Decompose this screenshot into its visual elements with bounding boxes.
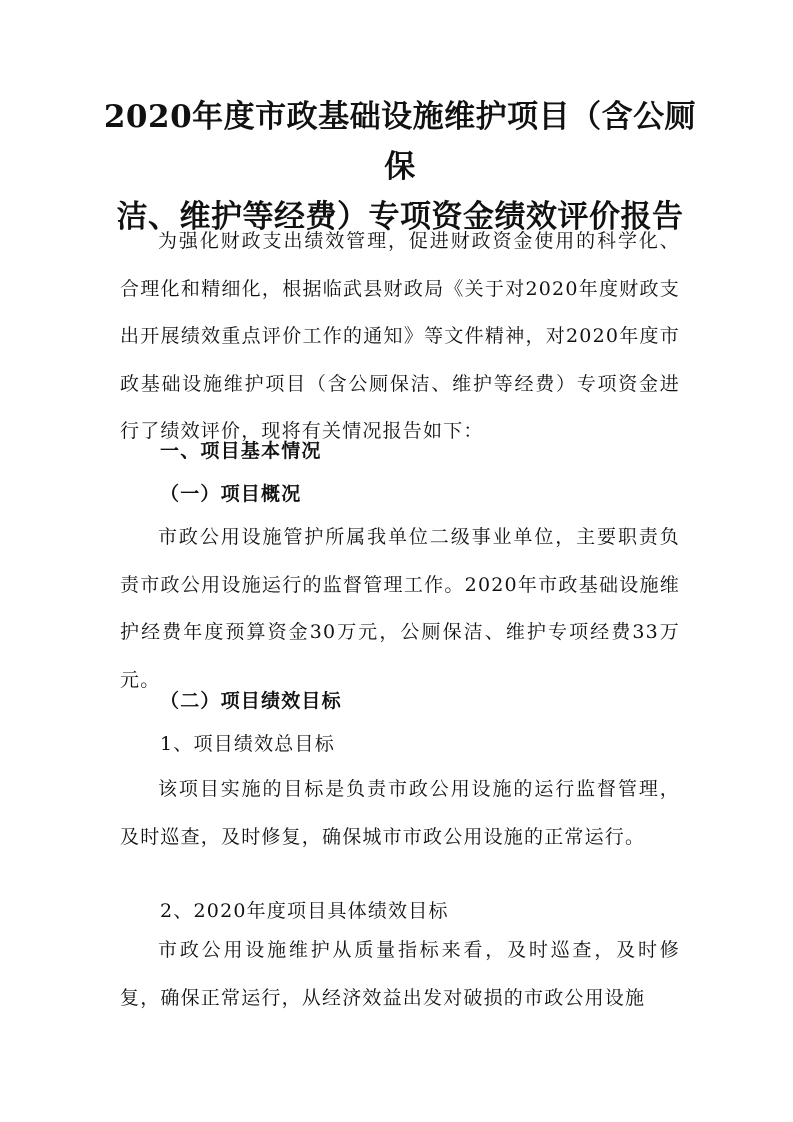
goal-2-heading: 2、2020年度项目具体绩效目标 — [160, 900, 449, 922]
goal-1-paragraph: 该项目实施的目标是负责市政公用设施的运行监督管理，及时巡查，及时修复，确保城市市政公用设施的正常运行。 — [120, 778, 680, 848]
subsection-heading-goals: （二）项目绩效目标 — [160, 690, 342, 712]
intro-paragraph: 为强化财政支出绩效管理，促进财政资金使用的科学化、合理化和精细化，根据临武县财政局《关于对2020年度财政支出开展绩效重点评价工作的通知》等文件精神，对2020年度市政基础设施维护项目（含公厕保洁、维护等经费）专项资金进行了绩效评价，现将有关情况报告如下： — [120, 230, 680, 442]
section-heading-basic-info: 一、项目基本情况 — [160, 440, 322, 462]
goal-1-heading: 1、项目绩效总目标 — [160, 733, 335, 755]
overview-paragraph: 市政公用设施管护所属我单位二级事业单位，主要职责负责市政公用设施运行的监督管理工作。2020年市政基础设施维护经费年度预算资金30万元，公厕保洁、维护专项经费33万元。 — [120, 526, 680, 691]
goal-2-paragraph: 市政公用设施维护从质量指标来看，及时巡查，及时修复，确保正常运行，从经济效益出发对破损的市政公用设施 — [120, 939, 680, 1009]
title-line-2: 洁、维护等经费）专项资金绩效评价报告 — [116, 199, 684, 235]
subsection-heading-overview: （一）项目概况 — [160, 483, 302, 505]
title-line-1: 2020年度市政基础设施维护项目（含公厕保 — [103, 99, 697, 185]
